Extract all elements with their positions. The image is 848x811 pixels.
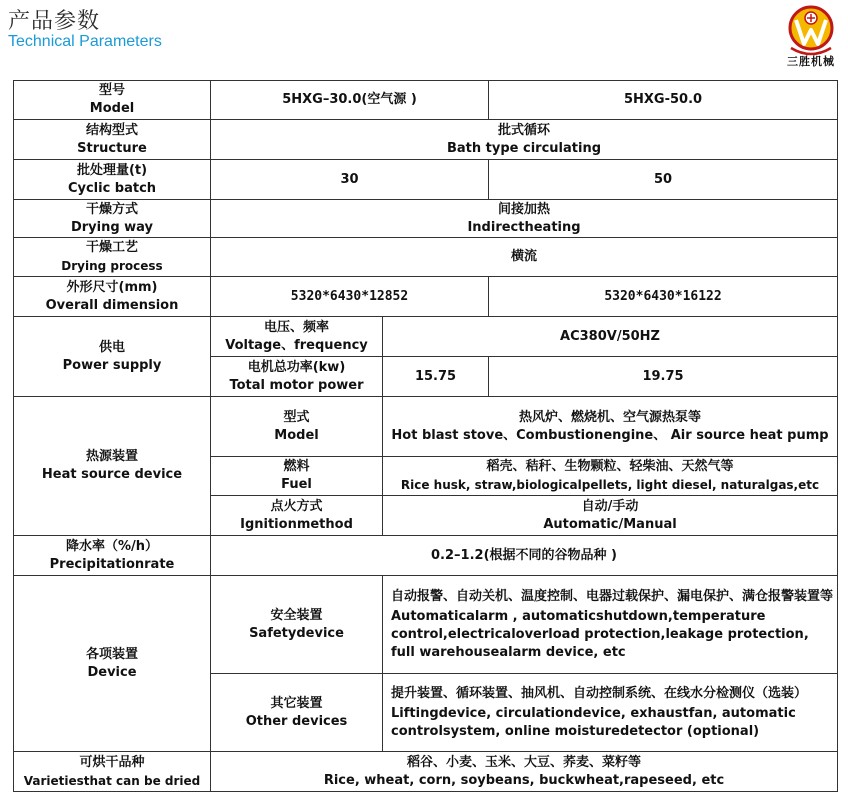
page-title-en: Technical Parameters — [8, 33, 162, 50]
batch-value-1: 30 — [211, 160, 489, 200]
fuel-value: 稻壳、秸秆、生物颗粒、轻柴油、天然气等 Rice husk, straw,biologicalpellets, light diesel, naturalgas,etc — [383, 457, 838, 496]
motor-power-value-2: 19.75 — [489, 357, 838, 397]
row-heat-model — [14, 397, 838, 457]
model-value-2: 5HXG-50.0 — [489, 81, 838, 120]
page-title-cn: 产品参数 — [8, 9, 101, 34]
label-batch: 批处理量(t) Cyclic batch — [14, 160, 211, 200]
label-structure: 结构型式 Structure — [14, 120, 211, 160]
varieties-value: 稻谷、小麦、玉米、大豆、荞麦、菜籽等 Rice, wheat, corn, soybeans, buckwheat,rapeseed, etc — [211, 752, 838, 792]
motor-power-value-1: 15.75 — [383, 357, 489, 397]
row-precipitation — [14, 536, 838, 576]
row-drying-process — [14, 238, 838, 277]
label-ignition: 点火方式 Ignitionmethod — [211, 496, 383, 536]
row-voltage — [14, 317, 838, 357]
label-fuel: 燃料 Fuel — [211, 457, 383, 496]
row-model — [14, 81, 838, 120]
dimension-value-1: 5320*6430*12852 — [211, 277, 489, 317]
label-precipitation: 降水率（%/h） Precipitationrate — [14, 536, 211, 576]
model-value-1: 5HXG–30.0(空气源 ) — [211, 81, 489, 120]
label-motor-power: 电机总功率(kw) Total motor power — [211, 357, 383, 397]
drying-way-value: 间接加热 Indirectheating — [211, 200, 838, 238]
batch-value-2: 50 — [489, 160, 838, 200]
precipitation-value: 0.2–1.2(根据不同的谷物品种 ) — [211, 536, 838, 576]
label-drying-way: 干燥方式 Drying way — [14, 200, 211, 238]
label-dimension: 外形尺寸(mm) Overall dimension — [14, 277, 211, 317]
row-safety — [14, 576, 838, 674]
logo-text: 三胜机械 — [787, 55, 835, 68]
label-power-supply: 供电 Power supply — [14, 317, 211, 397]
dimension-value-2: 5320*6430*16122 — [489, 277, 838, 317]
label-voltage: 电压、频率 Voltage、frequency — [211, 317, 383, 357]
label-safety: 安全装置 Safetydevice — [211, 576, 383, 674]
row-drying-way — [14, 200, 838, 238]
row-structure — [14, 120, 838, 160]
safety-value: 自动报警、自动关机、温度控制、电器过载保护、漏电保护、满仓报警装置等 Automaticalarm , automaticshutdown,temperature control,electricaloverload protection,leakage protection, full warehousealarm device, etc — [383, 576, 838, 674]
label-heat-source: 热源装置 Heat source device — [14, 397, 211, 536]
label-device: 各项装置 Device — [14, 576, 211, 752]
heat-model-value: 热风炉、燃烧机、空气源热泵等 Hot blast stove、Combustionengine、 Air source heat pump — [383, 397, 838, 457]
row-dimension — [14, 277, 838, 317]
label-drying-process: 干燥工艺 Drying process — [14, 238, 211, 277]
voltage-value: AC380V/50HZ — [383, 317, 838, 357]
row-batch — [14, 160, 838, 200]
parameters-table — [13, 80, 838, 792]
label-varieties: 可烘干品种 Varietiesthat can be dried — [14, 752, 211, 792]
ignition-value: 自动/手动 Automatic/Manual — [383, 496, 838, 536]
row-varieties — [14, 752, 838, 792]
structure-value: 批式循环 Bath type circulating — [211, 120, 838, 160]
label-other-devices: 其它装置 Other devices — [211, 674, 383, 752]
label-heat-model: 型式 Model — [211, 397, 383, 457]
other-devices-value: 提升装置、循环装置、抽风机、自动控制系统、在线水分检测仪（选装） Liftingdevice, circulationdevice, exhaustfan, automatic controlsystem, online moisturedetector (optional) — [383, 674, 838, 752]
drying-process-value: 横流 — [211, 238, 838, 277]
label-model: 型号 Model — [14, 81, 211, 120]
